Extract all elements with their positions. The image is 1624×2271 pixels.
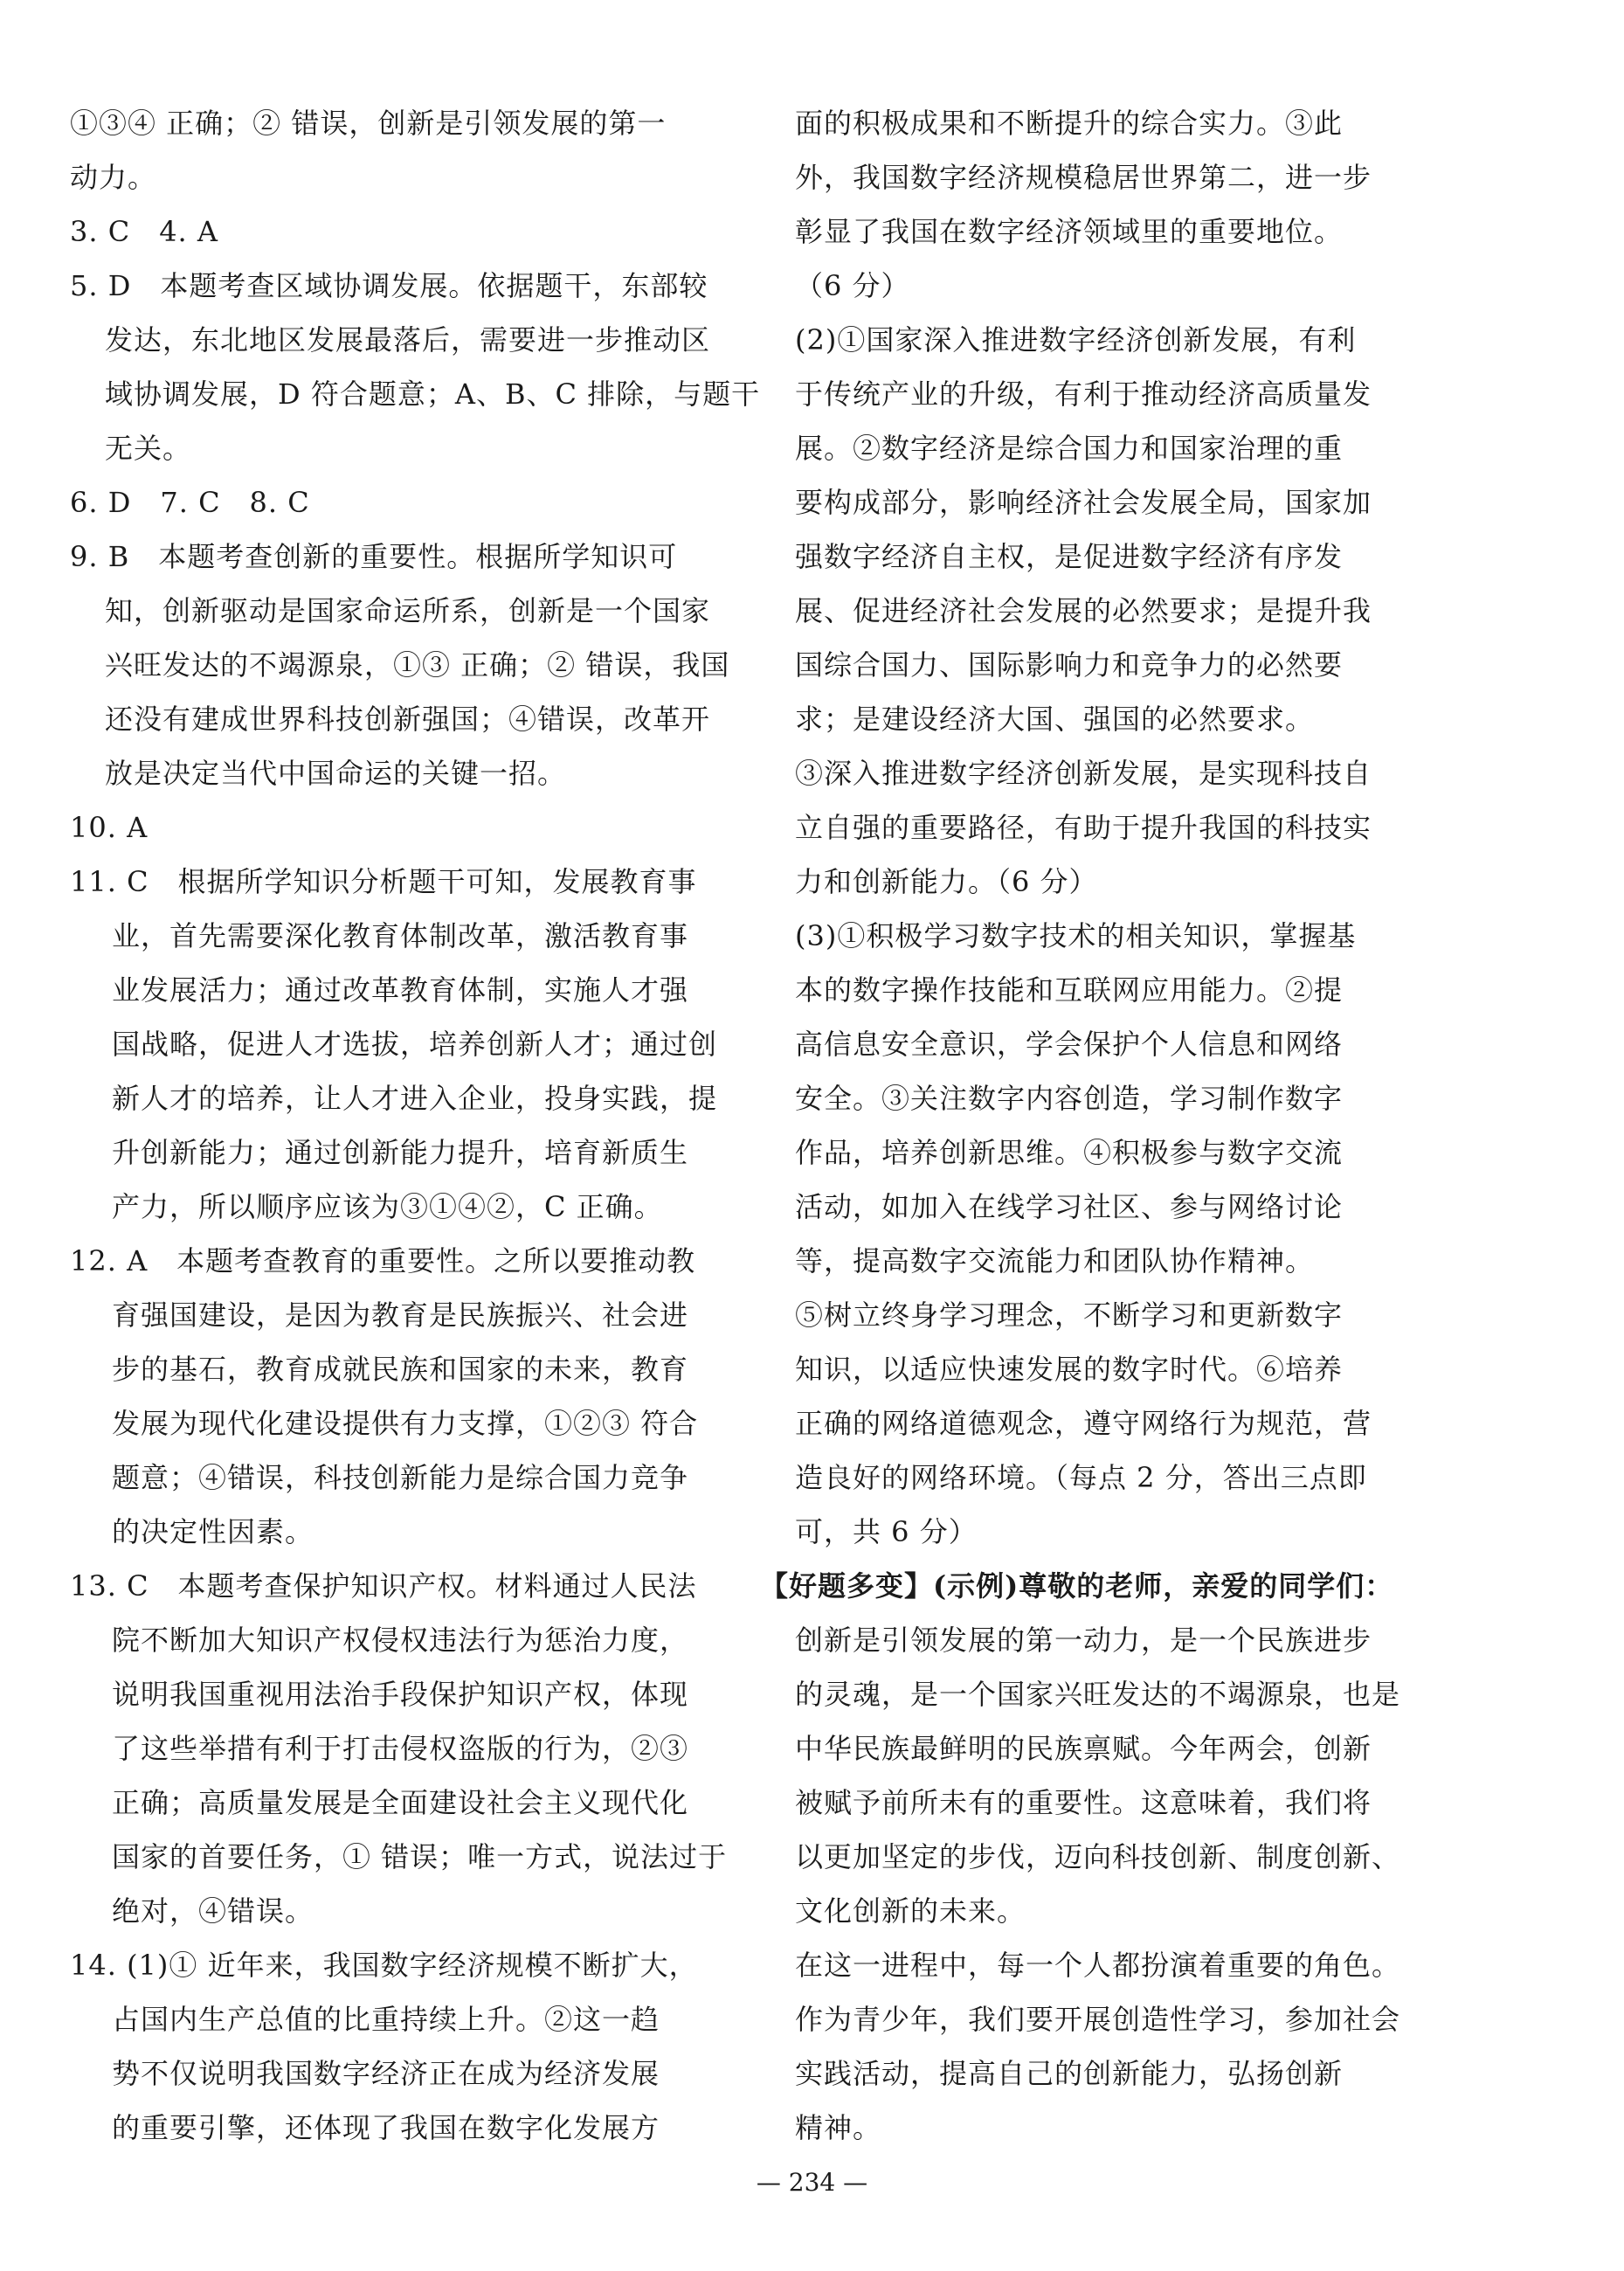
text-line: 业，首先需要深化教育体制改革，激活教育事	[112, 919, 689, 952]
answer-line: 13. C 本题考查保护知识产权。材料通过人民法	[70, 1569, 697, 1603]
text-line: 可，共 6 分）	[795, 1515, 978, 1548]
answer-line: 12. A 本题考查教育的重要性。之所以要推动教	[70, 1244, 696, 1277]
text-line: 国综合国力、国际影响力和竞争力的必然要	[795, 648, 1344, 682]
answer-line: 14. (1)① 近年来，我国数字经济规模不断扩大，	[70, 1949, 698, 1982]
answer-line: 10. A	[70, 811, 149, 844]
text-line: 求；是建设经济大国、强国的必然要求。	[795, 703, 1315, 736]
text-line: 立自强的重要路径，有助于提升我国的科技实	[795, 811, 1372, 844]
text-line: 中华民族最鲜明的民族禀赋。今年两会，创新	[795, 1732, 1372, 1765]
text-line: 以更加坚定的步伐，迈向科技创新、制度创新、	[795, 1840, 1401, 1873]
text-line: 了这些举措有利于打击侵权盗版的行为，②③	[112, 1732, 689, 1765]
text-line: 于传统产业的升级，有利于推动经济高质量发	[795, 377, 1372, 411]
left-column	[70, 96, 761, 2155]
text-line: 无关。	[105, 432, 192, 465]
section-heading: 【好题多变】(示例)尊敬的老师，亲爱的同学们：	[760, 1569, 1394, 1603]
text-line: 绝对，④错误。	[112, 1894, 314, 1928]
text-line: 外，我国数字经济规模稳居世界第二，进一步	[795, 161, 1372, 194]
text-line: 力和创新能力。（6 分）	[795, 865, 1098, 898]
text-line: 发展为现代化建设提供有力支撑，①②③ 符合	[112, 1407, 699, 1440]
text-line: (2)①国家深入推进数字经济创新发展，有利	[795, 323, 1357, 357]
text-line: (3)①积极学习数字技术的相关知识，掌握基	[795, 919, 1357, 952]
answer-line: 5. D 本题考查区域协调发展。依据题干，东部较	[70, 269, 708, 302]
text-line: 实践活动，提高自己的创新能力，弘扬创新	[795, 2057, 1344, 2090]
text-line: 造良好的网络环境。（每点 2 分，答出三点即	[795, 1461, 1367, 1494]
text-line: 的灵魂，是一个国家兴旺发达的不竭源泉，也是	[795, 1678, 1401, 1711]
text-line: 业发展活力；通过改革教育体制，实施人才强	[112, 973, 689, 1007]
text-line: 发达，东北地区发展最落后，需要进一步推动区	[105, 323, 711, 357]
text-line: （6 分）	[795, 269, 910, 302]
text-line: 还没有建成世界科技创新强国；④错误，改革开	[105, 703, 711, 736]
text-line: 新人才的培养，让人才进入企业，投身实践，提	[112, 1082, 718, 1115]
text-line: 题意；④错误，科技创新能力是综合国力竞争	[112, 1461, 689, 1494]
text-line: 展、促进经济社会发展的必然要求；是提升我	[795, 594, 1372, 627]
page-number: — 234 —	[756, 2168, 868, 2197]
text-line: 在这一进程中，每一个人都扮演着重要的角色。	[795, 1949, 1401, 1982]
text-line: 兴旺发达的不竭源泉，①③ 正确；② 错误，我国	[105, 648, 730, 682]
text-line: 等，提高数字交流能力和团队协作精神。	[795, 1244, 1315, 1277]
text-line: 文化创新的未来。	[795, 1894, 1026, 1928]
answer-line: 3. C 4. A	[70, 215, 219, 248]
text-line: 安全。③关注数字内容创造，学习制作数字	[795, 1082, 1344, 1115]
text-line: 育强国建设，是因为教育是民族振兴、社会进	[112, 1298, 689, 1332]
text-line: 域协调发展，D 符合题意；A、B、C 排除，与题干	[105, 377, 761, 411]
text-line: 说明我国重视用法治手段保护知识产权，体现	[112, 1678, 689, 1711]
answer-line: 6. D 7. C 8. C	[70, 486, 310, 519]
text-line: 国家的首要任务，① 错误；唯一方式，说法过于	[112, 1840, 728, 1873]
answer-line: 9. B 本题考查创新的重要性。根据所学知识可	[70, 540, 678, 573]
text-line: 被赋予前所未有的重要性。这意味着，我们将	[795, 1786, 1372, 1819]
text-line: 高信息安全意识，学会保护个人信息和网络	[795, 1028, 1344, 1061]
text-line: 占国内生产总值的比重持续上升。②这一趋	[112, 2003, 660, 2036]
text-line: 要构成部分，影响经济社会发展全局，国家加	[795, 486, 1372, 519]
text-line: ③深入推进数字经济创新发展，是实现科技自	[795, 757, 1372, 790]
text-line: 动力。	[70, 161, 157, 194]
text-line: 面的积极成果和不断提升的综合实力。③此	[795, 107, 1344, 140]
text-line: 作为青少年，我们要开展创造性学习，参加社会	[795, 2003, 1401, 2036]
text-line: ①③④ 正确；② 错误，创新是引领发展的第一	[70, 107, 667, 140]
text-line: 的重要引擎，还体现了我国在数字化发展方	[112, 2111, 660, 2144]
text-line: 院不断加大知识产权侵权违法行为惩治力度，	[112, 1624, 689, 1657]
text-line: 知识，以适应快速发展的数字时代。⑥培养	[795, 1353, 1344, 1386]
text-line: ⑤树立终身学习理念，不断学习和更新数字	[795, 1298, 1344, 1332]
text-line: 放是决定当代中国命运的关键一招。	[105, 757, 567, 790]
text-line: 步的基石，教育成就民族和国家的未来，教育	[112, 1353, 689, 1386]
text-line: 彰显了我国在数字经济领域里的重要地位。	[795, 215, 1344, 248]
text-line: 正确；高质量发展是全面建设社会主义现代化	[112, 1786, 689, 1819]
text-line: 活动，如加入在线学习社区、参与网络讨论	[795, 1190, 1344, 1223]
text-line: 知，创新驱动是国家命运所系，创新是一个国家	[105, 594, 711, 627]
text-line: 正确的网络道德观念，遵守网络行为规范，营	[795, 1407, 1372, 1440]
text-line: 作品，培养创新思维。④积极参与数字交流	[795, 1136, 1344, 1169]
text-line: 势不仅说明我国数字经济正在成为经济发展	[112, 2057, 660, 2090]
text-line: 产力，所以顺序应该为③①④②，C 正确。	[112, 1190, 663, 1223]
text-line: 国战略，促进人才选拔，培养创新人才；通过创	[112, 1028, 718, 1061]
right-column	[760, 96, 1401, 2155]
text-line: 创新是引领发展的第一动力，是一个民族进步	[795, 1624, 1372, 1657]
text-line: 本的数字操作技能和互联网应用能力。②提	[795, 973, 1344, 1007]
text-line: 精神。	[795, 2111, 882, 2144]
text-line: 的决定性因素。	[112, 1515, 314, 1548]
text-line: 强数字经济自主权，是促进数字经济有序发	[795, 540, 1344, 573]
answer-line: 11. C 根据所学知识分析题干可知，发展教育事	[70, 865, 697, 898]
text-line: 升创新能力；通过创新能力提升，培育新质生	[112, 1136, 689, 1169]
text-line: 展。②数字经济是综合国力和国家治理的重	[795, 432, 1344, 465]
